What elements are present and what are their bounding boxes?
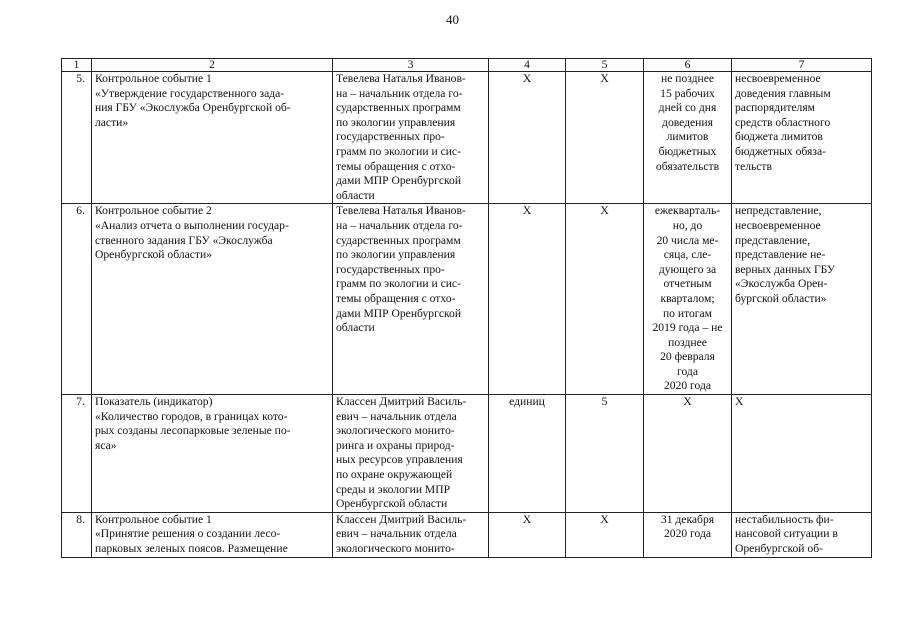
text-line: по охране окружающей (336, 468, 453, 482)
text-line: по итогам (662, 306, 713, 320)
text-line: бюджета лимитов (735, 130, 823, 144)
text-line: не позднее (660, 72, 714, 85)
event-cell (92, 72, 333, 204)
responsible-cell (333, 204, 489, 395)
text-line: но, до (672, 218, 703, 232)
text-line: отчетным (663, 277, 712, 291)
text-line: бюджетных обяза- (735, 144, 826, 158)
header-cell: 3 (333, 59, 489, 72)
text-line: «Анализ отчета о выполнении государ- (95, 218, 289, 232)
deadline-cell (644, 204, 732, 395)
text-line: темы обращения с отхо- (336, 159, 456, 173)
table-row (62, 72, 872, 204)
text-line: несвоевременное (735, 218, 821, 232)
value-cell (566, 395, 644, 513)
text-line: Х (600, 72, 609, 85)
text-line: 20 февраля (660, 350, 715, 364)
text-line: 5 (601, 395, 608, 409)
text-line: «Принятие решения о создании лесо- (95, 527, 281, 541)
deadline-cell (644, 512, 732, 557)
text-line: кварталом; (660, 291, 715, 305)
text-line: по экологии управления (336, 248, 456, 262)
text-line: грамм по экологии и сис- (336, 144, 461, 158)
text-line: позднее (668, 335, 707, 349)
text-line: Классен Дмитрий Василь- (336, 512, 467, 526)
unit-cell (489, 512, 566, 557)
text-line: нестабильность фи- (735, 512, 834, 526)
unit-cell (489, 204, 566, 395)
text-line: среды и экологии МПР (336, 482, 451, 496)
text-line: Х (522, 72, 532, 85)
text-line: Х (600, 512, 609, 526)
text-line: рых созданы лесопарковые зеленые по- (95, 424, 291, 438)
text-line: верных данных ГБУ (735, 262, 836, 276)
text-line: Классен Дмитрий Василь- (336, 395, 467, 409)
text-line: доведения (662, 115, 713, 129)
text-line: Х (683, 395, 692, 409)
responsible-cell (333, 395, 489, 513)
value-cell (566, 204, 644, 395)
row-number: 6. (62, 204, 92, 395)
text-line: Контрольное событие 1 (95, 512, 212, 526)
text-line: евич – начальник отдела (336, 409, 457, 423)
text-line: сударственных программ (336, 233, 461, 247)
text-line: на – начальник отдела го- (336, 86, 463, 100)
text-line: 2020 года (663, 527, 712, 541)
text-line: экологического монито- (336, 542, 455, 555)
text-line: распорядителям (735, 101, 815, 115)
row-number: 5. (62, 72, 92, 204)
table-row (62, 204, 872, 395)
row-number: 8. (62, 512, 92, 557)
text-line: «Экослужба Орен- (735, 277, 828, 291)
text-line: ежекварталь- (654, 204, 721, 218)
event-cell (92, 395, 333, 513)
text-line: темы обращения с отхо- (336, 291, 456, 305)
table-row (62, 512, 872, 557)
text-line: Тевелева Наталья Иванов- (336, 204, 466, 218)
text-line: «Утверждение государственного зада- (95, 86, 285, 100)
text-line: Тевелева Наталья Иванов- (336, 72, 466, 85)
text-line: Оренбургской об- (735, 542, 823, 555)
text-line: государственных про- (336, 262, 445, 276)
text-line: 31 декабря (660, 512, 715, 526)
header-cell: 7 (732, 59, 872, 72)
event-cell (92, 512, 333, 557)
text-line: тельств (735, 159, 772, 173)
plan-table (61, 58, 872, 558)
text-line: 2019 года – не (652, 321, 723, 335)
responsible-cell (333, 72, 489, 204)
text-line: лимитов (666, 130, 709, 144)
text-line: Х (735, 395, 744, 409)
unit-cell (489, 395, 566, 513)
text-line: Оренбургской области» (95, 248, 212, 262)
page-number: 40 (446, 12, 459, 27)
text-line: сударственных программ (336, 101, 461, 115)
unit-cell (489, 72, 566, 204)
header-cell: 5 (566, 59, 644, 72)
text-line: «Количество городов, в границах кото- (95, 409, 288, 423)
text-line: ласти» (95, 115, 129, 129)
deadline-cell (644, 395, 732, 513)
text-line: ния ГБУ «Экослужба Оренбургской об- (95, 101, 291, 115)
text-line: дней со дня (658, 101, 717, 115)
header-cell: 1 (62, 59, 92, 72)
text-line: 20 числа ме- (656, 233, 719, 247)
text-line: дами МПР Оренбургской (336, 174, 462, 188)
responsible-cell (333, 512, 489, 557)
text-line: по экологии управления (336, 115, 456, 129)
text-line: непредставление, (735, 204, 822, 218)
header-row (62, 59, 872, 72)
text-line: экологического монито- (336, 424, 455, 438)
header-cell: 2 (92, 59, 333, 72)
text-line: евич – начальник отдела (336, 527, 457, 541)
table-row (62, 395, 872, 513)
text-line: бургской области» (735, 291, 827, 305)
text-line: года (677, 364, 698, 378)
text-line: представление не- (735, 248, 826, 262)
text-line: 2020 года (663, 379, 712, 393)
value-cell (566, 512, 644, 557)
text-line: области (336, 321, 375, 335)
text-line: Контрольное событие 2 (95, 204, 212, 218)
risk-cell (732, 72, 872, 204)
text-line: дующего за (658, 262, 717, 276)
text-line: дами МПР Оренбургской (336, 306, 462, 320)
text-line: средств областного (735, 115, 831, 129)
text-line: обязательств (655, 159, 720, 173)
text-line: Х (522, 512, 532, 526)
text-line: Оренбургской области (336, 497, 448, 511)
text-line: единиц (509, 395, 545, 409)
risk-cell (732, 395, 872, 513)
row-number: 7. (62, 395, 92, 513)
text-line: несвоевременное (735, 72, 821, 85)
text-line: представление, (735, 233, 811, 247)
text-line: государственных про- (336, 130, 445, 144)
text-line: Х (600, 204, 609, 218)
risk-cell (732, 512, 872, 557)
text-line: сяца, сле- (663, 248, 712, 262)
risk-cell (732, 204, 872, 395)
text-line: Контрольное событие 1 (95, 72, 212, 85)
text-line: области (336, 188, 375, 202)
text-line: 15 рабочих (660, 86, 715, 100)
text-line: ринга и охраны природ- (336, 438, 455, 452)
header-cell: 6 (644, 59, 732, 72)
text-line: Показатель (индикатор) (95, 395, 213, 409)
value-cell (566, 72, 644, 204)
text-line: ных ресурсов управления (336, 453, 463, 467)
event-cell (92, 204, 333, 395)
text-line: парковых зеленых поясов. Размещение (95, 542, 288, 555)
text-line: Х (522, 204, 532, 218)
text-line: доведения главным (735, 86, 831, 100)
deadline-cell (644, 72, 732, 204)
text-line: яса» (95, 438, 117, 452)
text-line: нансовой ситуации в (735, 527, 838, 541)
text-line: на – начальник отдела го- (336, 218, 463, 232)
text-line: ственного задания ГБУ «Экослужба (95, 233, 273, 247)
text-line: бюджетных (658, 144, 717, 158)
text-line: грамм по экологии и сис- (336, 277, 461, 291)
header-cell: 4 (489, 59, 566, 72)
